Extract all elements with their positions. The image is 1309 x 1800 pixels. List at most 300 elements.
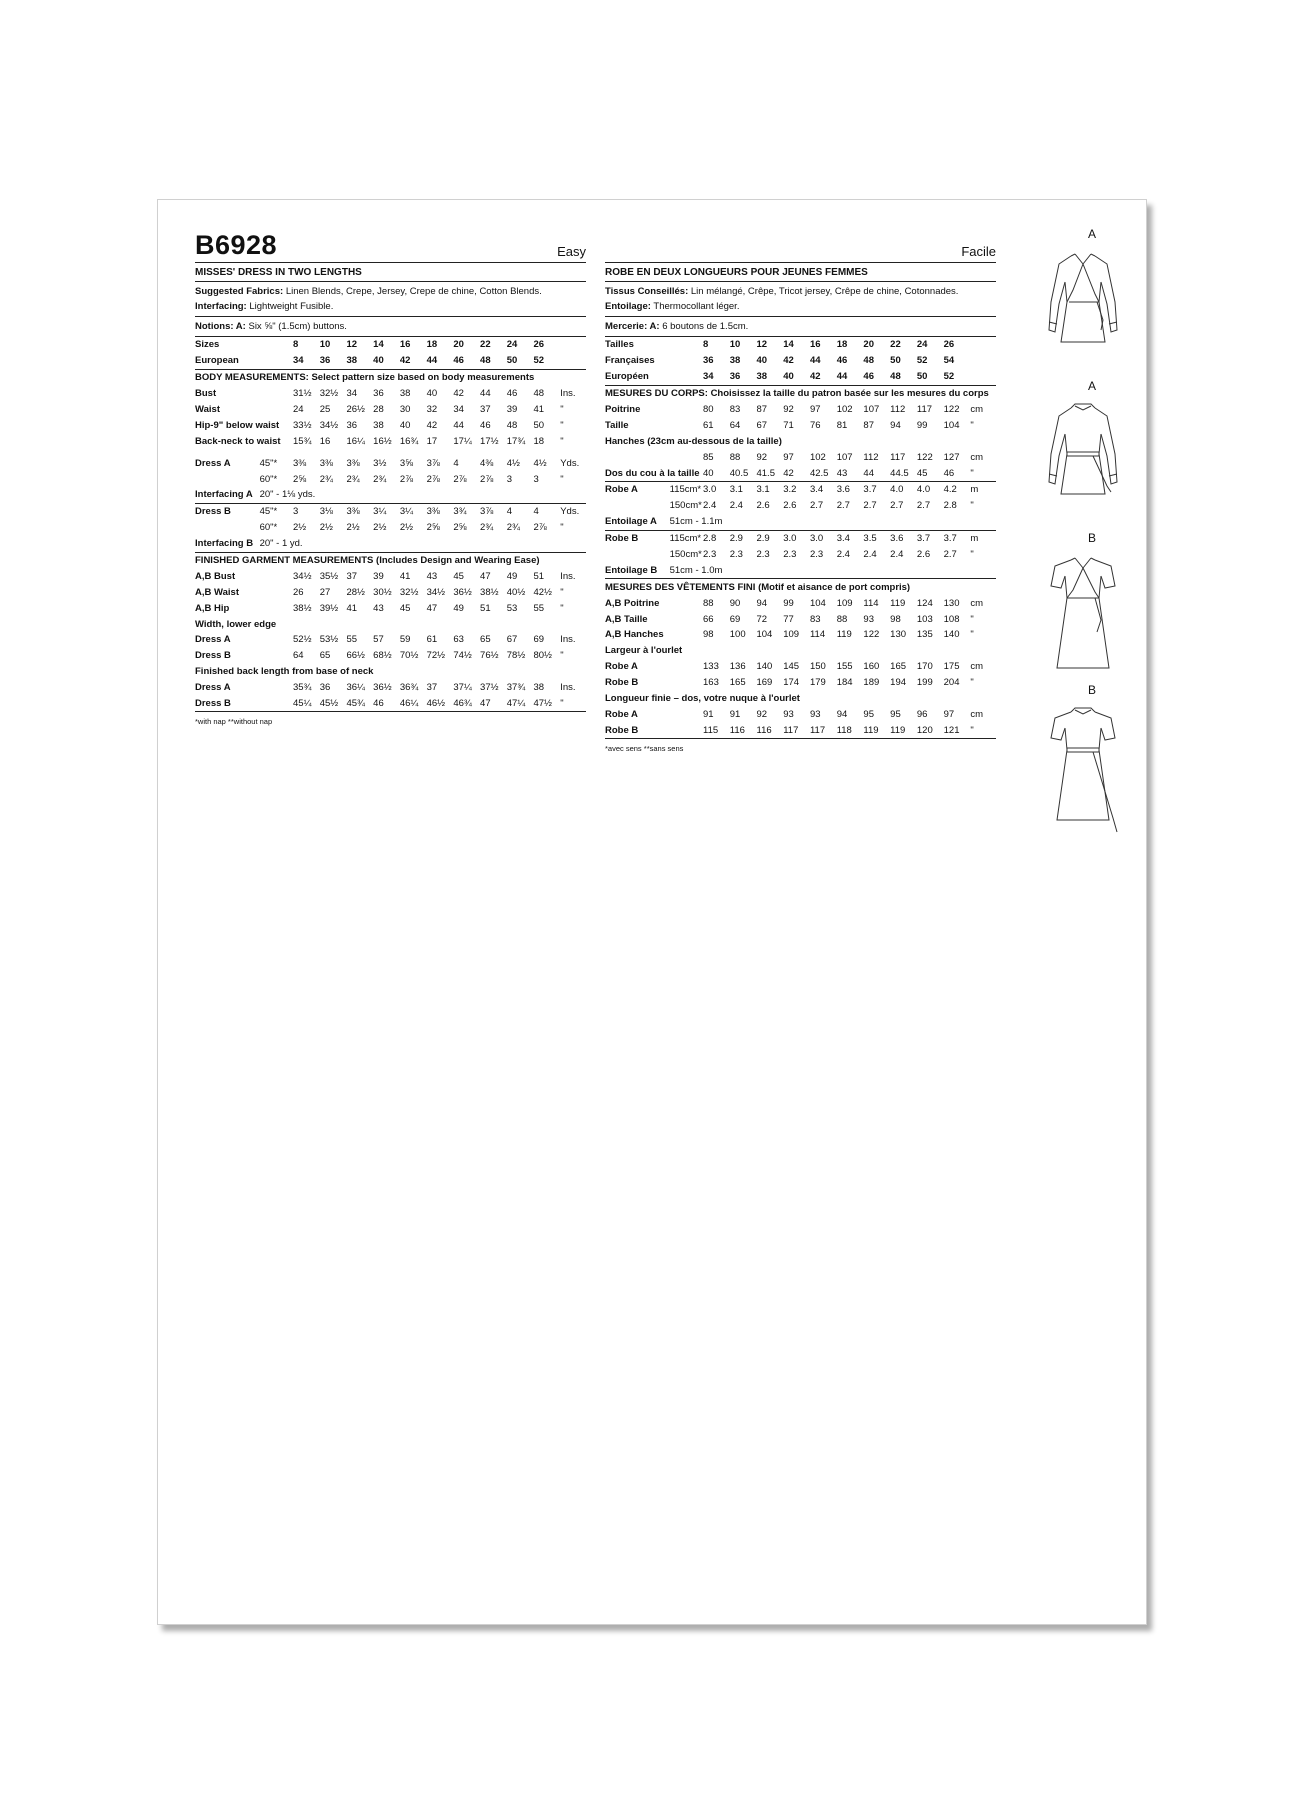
cell-value: 2¾ — [506, 522, 520, 534]
cell-value: 2⅞ — [533, 522, 547, 534]
cell-value: 44 — [427, 353, 454, 369]
section-heading — [605, 385, 996, 401]
cell-value: 37½ — [480, 682, 499, 694]
cell-value: 16 — [809, 339, 821, 351]
row-label: Interfacing B — [195, 536, 260, 552]
cell-value: 40 — [373, 353, 400, 369]
cell-value: 45 — [399, 602, 411, 614]
cell-value: 52 — [533, 353, 560, 369]
cell-value: 119 — [890, 597, 906, 609]
cell-value: 163 — [703, 677, 719, 689]
cell-value: 20 — [453, 339, 464, 351]
cell-value: 46¾ — [453, 696, 480, 712]
row-label: Dress A — [195, 634, 231, 646]
unit-label: cm — [970, 404, 984, 415]
row-label: Robe A — [605, 661, 638, 673]
cell-value: 69 — [729, 613, 741, 625]
cell-value: 34 — [346, 388, 358, 400]
row-text: Largeur à l'ourlet — [605, 645, 683, 657]
cell-value: 37¼ — [453, 682, 472, 694]
cell-value: 4.0 — [890, 484, 904, 496]
difficulty-label: Easy — [557, 244, 586, 259]
cell-value: 38 — [399, 388, 411, 400]
table-row — [195, 402, 586, 418]
cell-value: 112 — [863, 451, 879, 463]
cell-value: 121 — [944, 722, 971, 738]
cell-value: 4½ — [506, 457, 520, 469]
cell-value: 43 — [373, 602, 384, 614]
table-row — [605, 482, 996, 498]
cell-value: 2.7 — [943, 549, 957, 561]
cell-value: 48 — [863, 355, 874, 367]
cell-value: 65 — [480, 634, 491, 646]
cell-value: 44 — [453, 419, 464, 431]
cell-value: 150 — [809, 661, 826, 673]
cell-value: 88 — [729, 451, 741, 463]
cell-value: 91 — [729, 708, 741, 720]
row-label: Bust — [195, 388, 217, 400]
cell-value: 40 — [756, 355, 768, 367]
cell-value: 140 — [756, 661, 773, 673]
fabrics-text: Linen Blends, Crepe, Jersey, Crepe de chine, Cotton Blends. — [285, 286, 542, 297]
cell-value: 32 — [426, 404, 438, 415]
cell-value: 41 — [346, 602, 358, 614]
cell-value: 93 — [783, 708, 794, 720]
cell-value: 87 — [756, 404, 768, 415]
cell-value: 22 — [480, 339, 491, 351]
cell-value: 104 — [756, 629, 773, 641]
cell-value: 36 — [373, 388, 384, 400]
cell-value: 2¾ — [319, 473, 333, 485]
row-text: Width, lower edge — [195, 618, 277, 630]
cell-value: 2⅝ — [453, 522, 467, 534]
cell-value: 4⅜ — [480, 457, 494, 469]
table-row — [605, 449, 996, 465]
table-row — [605, 353, 996, 369]
cell-value: 76 — [809, 419, 821, 431]
cell-value: 8 — [293, 339, 299, 351]
unit-label: " — [970, 629, 974, 641]
fabrics-text: Lin mélangé, Crêpe, Tricot jersey, Crêpe de chine, Cotonnades. — [690, 286, 959, 297]
row-label: Dos du cou à la taille — [605, 465, 703, 481]
cell-value: 2⅝ — [426, 522, 440, 534]
cell-value: 4.2 — [943, 484, 957, 496]
cell-value: 43 — [426, 570, 438, 582]
cell-value: 36 — [730, 369, 757, 385]
row-label: A,B Hanches — [605, 629, 664, 641]
cell-value: 100 — [729, 629, 746, 641]
cell-value: 174 — [783, 677, 800, 689]
cell-value: 127 — [943, 451, 960, 463]
cell-value: 114 — [863, 597, 879, 609]
row-label: Dress A — [195, 682, 231, 694]
row-label: A,B Hip — [195, 602, 230, 614]
cell-value: 26½ — [346, 404, 365, 415]
cell-value: 15¾ — [293, 435, 312, 447]
row-label — [195, 520, 260, 536]
fabric-width: 115cm* — [669, 484, 702, 496]
cell-value: 122 — [863, 629, 880, 641]
measurement-table — [605, 337, 996, 739]
cell-value: 52 — [944, 369, 971, 385]
cell-value: 3½ — [373, 457, 387, 469]
cell-value: 87 — [863, 419, 874, 431]
cell-value: 175 — [943, 661, 960, 673]
cell-value: 8 — [703, 339, 709, 351]
notions-text: Six ⅝" (1.5cm) buttons. — [248, 321, 347, 332]
cell-value: 130 — [890, 629, 907, 641]
cell-value: 26 — [533, 339, 545, 351]
cell-value: 64 — [293, 650, 304, 662]
cell-value: 52½ — [293, 634, 312, 646]
interfacing-text: Thermocollant léger. — [653, 301, 740, 312]
section-heading — [605, 643, 996, 659]
cell-value: 39 — [373, 570, 384, 582]
cell-value: 2.9 — [729, 533, 743, 545]
cell-value: 46¼ — [400, 696, 427, 712]
cell-value: 2⅞ — [399, 473, 414, 485]
fabric-width: 45"* — [259, 506, 278, 518]
cell-value: 67 — [506, 634, 518, 646]
cell-value: 65 — [319, 650, 331, 662]
row-label: A,B Taille — [605, 613, 648, 625]
cell-value: 3.2 — [783, 484, 797, 496]
cell-value: 54 — [943, 355, 955, 367]
cell-value: 102 — [809, 451, 826, 463]
section-heading — [195, 616, 586, 632]
cell-value: 80 — [703, 404, 714, 415]
cell-value: 2.7 — [863, 500, 877, 512]
cell-value: 10 — [319, 339, 331, 351]
row-text: MESURES DU CORPS: Choisissez la taille du patron basée sur les mesures du corps — [605, 388, 989, 400]
cell-value: 25 — [319, 404, 331, 415]
cell-value: 37 — [480, 404, 491, 415]
cell-value: 97 — [943, 708, 955, 720]
cell-value: 92 — [756, 708, 768, 720]
cell-value: 18 — [836, 339, 848, 351]
cell-value: 2¾ — [480, 522, 494, 534]
row-value: 20" - 1 yd. — [260, 536, 586, 552]
row-label: Back-neck to waist — [195, 435, 281, 447]
cell-value: 77 — [783, 613, 794, 625]
fabric-width: 150cm* — [669, 500, 702, 512]
cell-value: 14 — [783, 339, 794, 351]
row-label: Tailles — [605, 339, 634, 351]
cell-value: 130 — [943, 597, 960, 609]
cell-value: 64 — [729, 419, 741, 431]
unit-label — [970, 369, 996, 385]
cell-value: 3.1 — [756, 484, 770, 496]
cell-value: 93 — [863, 613, 874, 625]
dress-a-front-sketch — [1033, 242, 1133, 382]
cell-value: 108 — [943, 613, 960, 625]
row-label: Robe B — [605, 722, 703, 738]
cell-value: 42 — [783, 355, 794, 367]
table-row — [195, 386, 586, 402]
cell-value: 38½ — [480, 586, 499, 598]
cell-value: 72 — [756, 613, 768, 625]
notions-paragraph — [605, 317, 996, 337]
header-row — [195, 200, 586, 263]
cell-value: 3¾ — [453, 506, 467, 518]
cell-value: 81 — [836, 419, 848, 431]
cell-value: 55 — [533, 602, 545, 614]
cell-value: 165 — [729, 677, 746, 689]
cell-value: 30 — [399, 404, 411, 415]
cell-value: 97 — [783, 451, 794, 463]
cell-value: 2.7 — [809, 500, 824, 512]
cell-value: 98 — [890, 613, 901, 625]
cell-value: 2.8 — [943, 500, 957, 512]
cell-value: 31½ — [293, 388, 312, 400]
row-label: Européen — [605, 369, 703, 385]
table-row — [195, 568, 586, 584]
cell-value: 3.0 — [703, 484, 717, 496]
cell-value: 3 — [293, 506, 299, 518]
cell-value: 46 — [480, 419, 491, 431]
cell-value: 40 — [703, 465, 730, 481]
cell-value: 59 — [399, 634, 411, 646]
cell-value: 116 — [730, 722, 757, 738]
table-row — [195, 417, 586, 433]
cell-value: 50 — [917, 369, 944, 385]
cell-value: 36½ — [453, 586, 472, 598]
cell-value: 37 — [426, 682, 438, 694]
cell-value: 70½ — [399, 650, 419, 662]
cell-value: 2.4 — [863, 549, 877, 561]
cell-value: 140 — [943, 629, 960, 641]
cell-value: 3.6 — [836, 484, 850, 496]
cell-value: 2.4 — [729, 500, 743, 512]
cell-value: 28 — [373, 404, 384, 415]
cell-value: 72½ — [426, 650, 446, 662]
section-heading — [195, 552, 586, 568]
cell-value: 2.4 — [703, 500, 717, 512]
cell-value: 3.6 — [890, 533, 904, 545]
cell-value: 41 — [399, 570, 411, 582]
table-row — [195, 680, 586, 696]
unit-label: " — [560, 404, 564, 415]
cell-value: 119 — [836, 629, 852, 641]
unit-label: " — [560, 696, 586, 712]
cell-value: 3⅜ — [293, 457, 307, 469]
cell-value: 34½ — [426, 586, 446, 598]
unit-label: " — [970, 677, 974, 689]
cell-value: 3⅜ — [346, 457, 360, 469]
english-column — [195, 200, 586, 726]
row-value: 51cm - 1.1m — [670, 514, 996, 530]
cell-value: 92 — [756, 451, 768, 463]
cell-value: 32½ — [319, 388, 339, 400]
cell-value: 204 — [943, 677, 960, 689]
interfacing-text: Lightweight Fusible. — [249, 301, 334, 312]
cell-value: 42 — [453, 388, 464, 400]
dress-b-front-sketch — [1033, 546, 1133, 686]
table-row — [605, 562, 996, 578]
cell-value: 102 — [836, 404, 853, 415]
cell-value: 112 — [890, 404, 906, 415]
cell-value: 38 — [346, 353, 373, 369]
cell-value: 42 — [400, 353, 427, 369]
row-label: Poitrine — [605, 404, 641, 415]
cell-value: 44 — [837, 369, 864, 385]
cell-value: 51 — [480, 602, 491, 614]
cell-value: 67 — [756, 419, 768, 431]
cell-value: 46 — [373, 696, 400, 712]
cell-value: 34 — [453, 404, 464, 415]
cell-value: 107 — [863, 404, 880, 415]
sketch-letter: B — [1088, 683, 1097, 697]
cell-value: 103 — [916, 613, 933, 625]
sketch-letter: B — [1088, 531, 1097, 545]
cell-value: 2.6 — [783, 500, 797, 512]
row-value: 20" - 1⅛ yds. — [260, 487, 586, 503]
row-text: MESURES DES VÊTEMENTS FINI (Motif et aisance de port compris) — [605, 581, 911, 593]
cell-value: 36½ — [373, 682, 392, 694]
cell-value: 145 — [783, 661, 800, 673]
cell-value: 118 — [837, 722, 864, 738]
cell-value: 44.5 — [890, 465, 917, 481]
row-label: European — [195, 353, 293, 369]
row-label: Waist — [195, 404, 220, 415]
cell-value: 3.0 — [809, 533, 824, 545]
cell-value: 66½ — [346, 650, 365, 662]
cell-value: 4.0 — [916, 484, 931, 496]
cell-value: 2.7 — [836, 500, 850, 512]
cell-value: 55 — [346, 634, 358, 646]
cell-value: 4 — [506, 506, 513, 518]
section-heading — [605, 433, 996, 449]
cell-value: 17½ — [480, 435, 499, 447]
cell-value: 48 — [480, 353, 507, 369]
unit-label — [970, 353, 996, 369]
cell-value: 50 — [890, 355, 901, 367]
cell-value: 22 — [890, 339, 901, 351]
unit-label: m — [970, 533, 979, 545]
cell-value: 45½ — [320, 696, 347, 712]
cell-value: 2¾ — [373, 473, 387, 485]
cell-value: 169 — [756, 677, 773, 689]
row-label: Robe B — [605, 677, 639, 689]
cell-value: 47 — [426, 602, 438, 614]
fabric-width: 45"* — [259, 457, 278, 469]
table-row — [605, 417, 996, 433]
cell-value: 2.3 — [729, 549, 743, 561]
row-label: Dress B — [195, 650, 231, 662]
table-row — [195, 536, 586, 552]
table-row — [195, 632, 586, 648]
row-label: Interfacing A — [195, 487, 260, 503]
cell-value: 48 — [890, 369, 917, 385]
notions-label: Mercerie: A: — [605, 321, 660, 332]
cell-value: 2⅞ — [480, 473, 494, 485]
cell-value: 165 — [890, 661, 907, 673]
unit-label: cm — [970, 708, 984, 720]
row-label — [195, 471, 260, 487]
cell-value: 45¾ — [346, 696, 373, 712]
cell-value: 2⅞ — [426, 473, 440, 485]
cell-value: 85 — [703, 451, 714, 463]
unit-label: " — [970, 722, 996, 738]
row-text: Longueur finie – dos, votre nuque à l'ourlet — [605, 693, 800, 705]
table-row — [605, 722, 996, 738]
cell-value: 115 — [703, 722, 730, 738]
cell-value: 27 — [319, 586, 331, 598]
cell-value: 94 — [756, 597, 768, 609]
table-row — [195, 503, 586, 519]
cell-value: 2.6 — [916, 549, 931, 561]
cell-value: 189 — [863, 677, 880, 689]
cell-value: 53 — [506, 602, 518, 614]
cell-value: 40 — [399, 419, 411, 431]
cell-value: 45¼ — [293, 696, 320, 712]
unit-label — [560, 353, 586, 369]
french-column — [605, 200, 996, 753]
table-row — [195, 487, 586, 503]
fabric-width: 60"* — [259, 522, 278, 534]
sketch-letter: A — [1088, 379, 1097, 393]
footnote: *avec sens **sans sens — [605, 744, 684, 754]
cell-value: 93 — [809, 708, 821, 720]
cell-value: 46 — [453, 353, 480, 369]
cell-value: 88 — [836, 613, 848, 625]
cell-value: 160 — [863, 661, 880, 673]
cell-value: 104 — [809, 597, 826, 609]
cell-value: 36 — [320, 353, 347, 369]
table-row — [605, 547, 996, 563]
cell-value: 135 — [916, 629, 933, 641]
unit-label: cm — [970, 597, 984, 609]
cell-value: 92 — [783, 404, 794, 415]
cell-value: 94 — [890, 419, 901, 431]
unit-label: cm — [970, 451, 984, 463]
cell-value: 3⅜ — [346, 506, 360, 518]
cell-value: 49 — [506, 570, 518, 582]
fabric-width: 60"* — [259, 473, 278, 485]
cell-value: 17 — [426, 435, 438, 447]
cell-value: 109 — [836, 597, 853, 609]
cell-value: 16 — [399, 339, 411, 351]
cell-value: 17¾ — [506, 435, 526, 447]
notions-paragraph — [195, 317, 586, 337]
cell-value: 51 — [533, 570, 545, 582]
unit-label: " — [970, 465, 996, 481]
cell-value: 95 — [863, 708, 874, 720]
cell-value: 99 — [916, 419, 928, 431]
cell-value: 45 — [917, 465, 944, 481]
row-label: Entoilage B — [605, 562, 670, 578]
row-label: Hip-9" below waist — [195, 419, 280, 431]
cell-value: 57 — [373, 634, 384, 646]
cell-value: 117 — [810, 722, 837, 738]
table-row — [605, 595, 996, 611]
measurement-table — [195, 337, 586, 712]
cell-value: 63 — [453, 634, 464, 646]
unit-label: " — [560, 602, 564, 614]
row-label — [605, 449, 703, 465]
cell-value: 4½ — [533, 457, 547, 469]
cell-value: 44 — [863, 465, 890, 481]
cell-value: 2¾ — [346, 473, 360, 485]
table-row — [195, 696, 586, 712]
header-row — [605, 200, 996, 263]
cell-value: 109 — [783, 629, 800, 641]
table-row — [605, 498, 996, 514]
cell-value: 78½ — [506, 650, 526, 662]
unit-label: m — [970, 484, 979, 496]
unit-label: cm — [970, 661, 984, 673]
table-row — [195, 471, 586, 487]
